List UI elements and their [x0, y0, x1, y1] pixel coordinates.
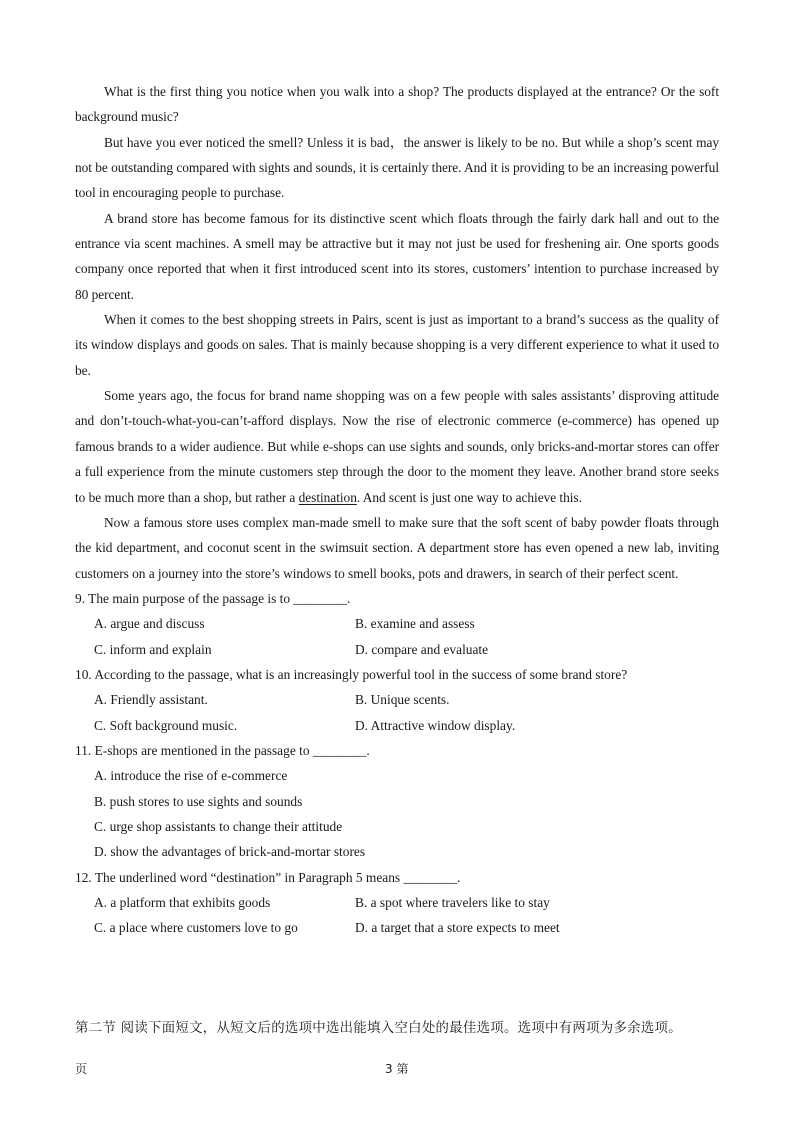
option-c: C. inform and explain: [94, 641, 212, 657]
option-a: A. argue and discuss: [94, 616, 205, 632]
paragraph-5-text-after: . And scent is just one way to achieve this.: [356, 489, 582, 505]
option-b: B. examine and assess: [355, 616, 475, 632]
option-d: D. a target that a store expects to meet: [355, 920, 560, 936]
option-a: A. introduce the rise of e-commerce: [94, 768, 288, 784]
option-c: C. a place where customers love to go: [94, 920, 298, 936]
question-stem: 9. The main purpose of the passage is to ________.: [75, 590, 351, 606]
option-d: D. Attractive window display.: [355, 717, 516, 733]
passage-paragraph-2: But have you ever noticed the smell? Unless it is bad，the answer is likely to be no. But while a shop’s scent may not be outstanding compared with sights and sounds, it is certainly there. And it is providing to be an increasing powerful tool in encouraging people to purchase.: [75, 134, 719, 201]
passage-paragraph-6: Now a famous store uses complex man-made smell to make sure that the soft scent of baby powder floats through the kid department, and coconut scent in the swimsuit section. A department store has even opened a new lab, inviting customers on a journey into the store’s windows to smell books, pots and drawers, in search of their perfect scent.: [75, 514, 719, 581]
option-a: A. Friendly assistant.: [94, 692, 208, 708]
passage-paragraph-5: [75, 383, 719, 510]
question-options: [75, 763, 719, 864]
option-d: D. compare and evaluate: [355, 641, 489, 657]
question-10: [75, 662, 719, 738]
option-c: C. Soft background music.: [94, 717, 238, 733]
question-stem: 12. The underlined word “destination” in Paragraph 5 means ________.: [75, 869, 461, 885]
question-stem: 10. According to the passage, what is an increasingly powerful tool in the success of some brand store?: [75, 666, 628, 682]
question-11: [75, 738, 719, 865]
question-options: [75, 611, 719, 662]
question-options: [75, 890, 719, 941]
question-stem: 11. E-shops are mentioned in the passage to ________.: [75, 742, 370, 758]
section-heading: 第二节 阅读下面短文，从短文后的选项中选出能填入空白处的最佳选项。选项中有两项为多余选项。: [75, 1021, 682, 1036]
exam-page: [75, 79, 719, 941]
paragraph-5-text-before: Some years ago, the focus for brand name shopping was on a few people with sales assistants’ disproving attitude and don’t-touch-what-you-can’t-afford displays. Now the rise of electronic commerce (e-commerce) has opened up famous brands to a wider audience. But while e-shops can use sights and sounds, only bricks-and-mortar stores can offer a full experience from the minute customers step through the door to the moment they leave. Another brand store seeks to be much more than a shop, but rather a: [75, 388, 719, 505]
option-d: D. show the advantages of brick-and-mortar stores: [94, 844, 366, 860]
option-b: B. Unique scents.: [355, 692, 450, 708]
page-number: 3 第: [385, 1062, 409, 1076]
passage-paragraph-4: When it comes to the best shopping streets in Pairs, scent is just as important to a brand’s success as the quality of its window displays and goods on sales. That is mainly because shopping is a very different experience to what it used to be.: [75, 312, 719, 378]
option-a: A. a platform that exhibits goods: [94, 895, 271, 910]
option-b: B. a spot where travelers like to stay: [355, 895, 550, 910]
passage-paragraph-3: A brand store has become famous for its distinctive scent which floats through the fairly dark hall and out to the entrance via scent machines. A smell may be attractive but it may not just be used for freshening air. One sports goods company once reported that when it first introduced scent into its stores, customers’ intention to purchase increased by 80 percent.: [75, 210, 719, 302]
option-b: B. push stores to use sights and sounds: [94, 793, 303, 809]
question-12: [75, 865, 719, 941]
passage-paragraph-1: What is the first thing you notice when you walk into a shop? The products displayed at the entrance? Or the soft background music?: [75, 84, 719, 125]
option-c: C. urge shop assistants to change their attitude: [94, 818, 343, 834]
question-options: [75, 687, 719, 738]
question-9: [75, 586, 719, 662]
underlined-word-destination: destination: [298, 489, 357, 505]
footer-left: 页: [75, 1062, 88, 1076]
